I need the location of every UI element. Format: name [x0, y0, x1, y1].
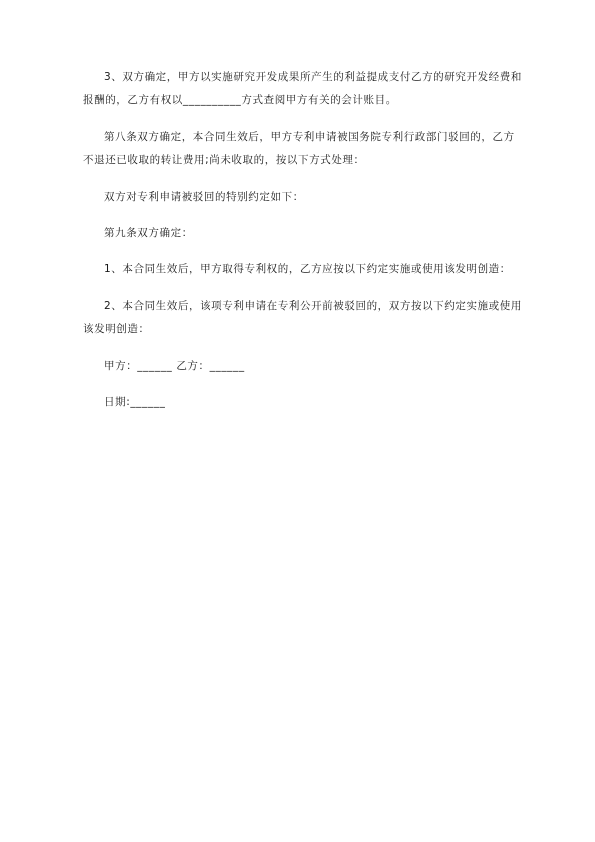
- signature-line: 甲方：______ 乙方：______: [104, 360, 245, 372]
- date-line: 日期:______: [104, 396, 166, 408]
- paragraph-special-agreement: 双方对专利申请被驳回的特别约定如下：: [104, 191, 304, 203]
- paragraph-item-1: 1、本合同生效后，甲方取得专利权的，乙方应按以下约定实施或使用该发明创造：: [104, 263, 511, 275]
- paragraph-article-8: 第八条双方确定，本合同生效后，甲方专利申请被国务院专利行政部门驳回的，乙方不退还已收取的转让费用;尚未收取的，按以下方式处理：: [83, 131, 515, 166]
- paragraph-clause-3: 3、双方确定，甲方以实施研究开发成果所产生的利益提成支付乙方的研究开发经费和报酬的，乙方有权以__________方式查阅甲方有关的会计账目。: [83, 71, 522, 106]
- paragraph-article-9: 第九条双方确定：: [104, 227, 193, 239]
- paragraph-item-2: 2、本合同生效后，该项专利申请在专利公开前被驳回的，双方按以下约定实施或使用该发明创造：: [83, 300, 522, 335]
- document-body: [83, 66, 523, 427]
